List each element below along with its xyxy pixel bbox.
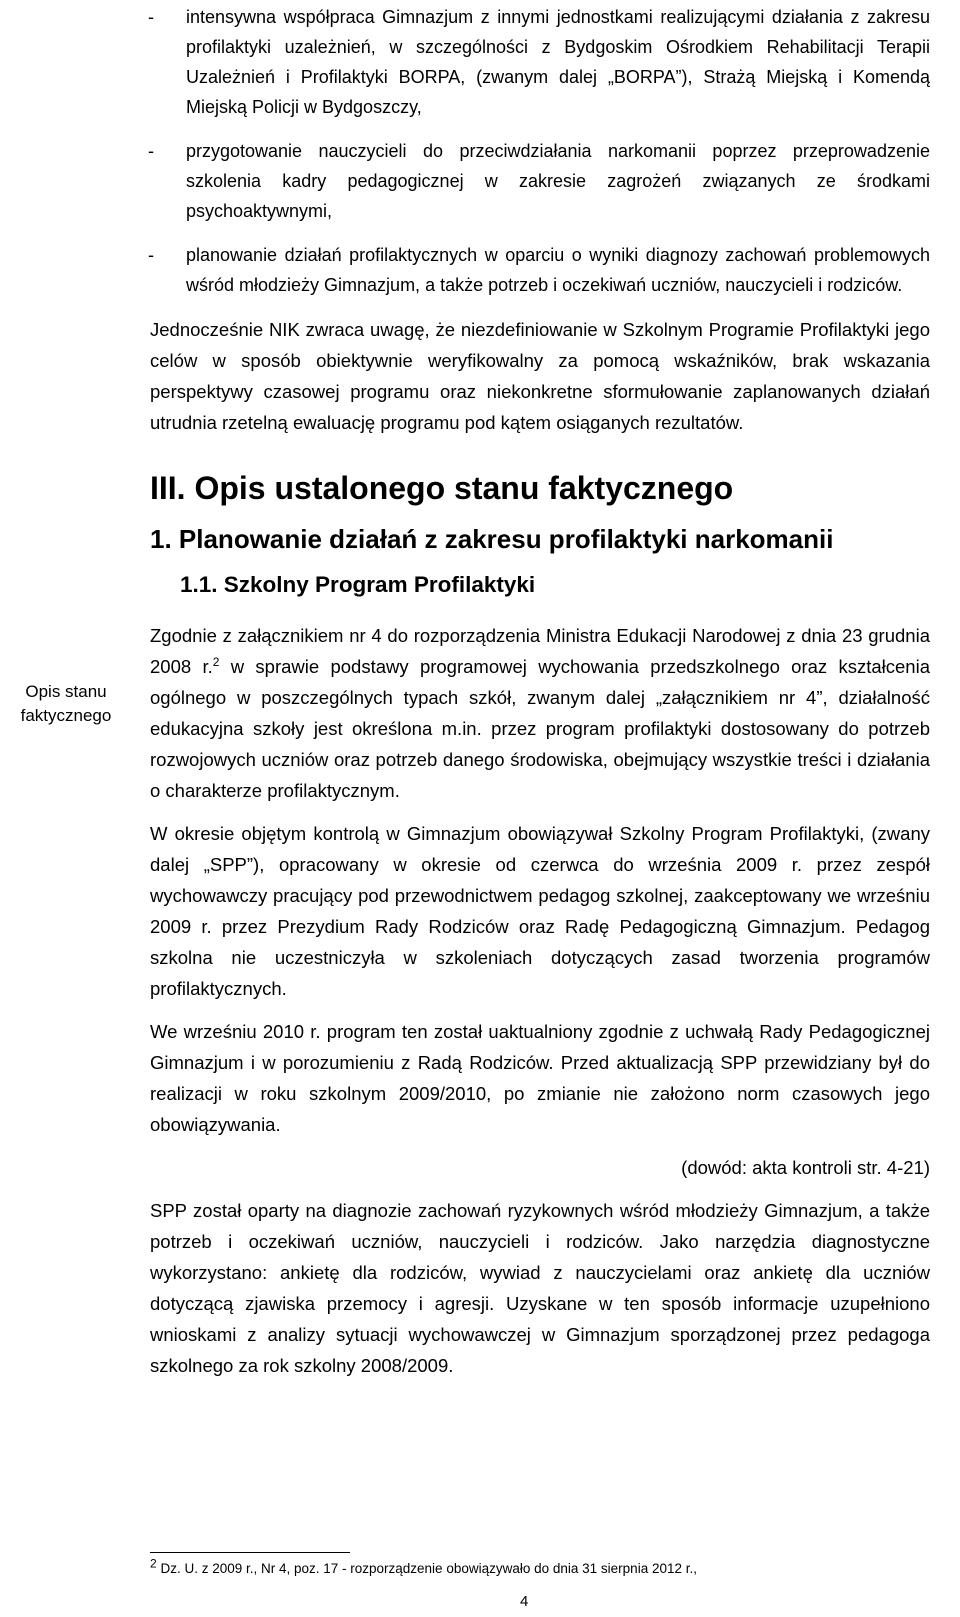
bullet-list — [150, 2, 930, 300]
list-item-text: intensywna współpraca Gimnazjum z innymi jednostkami realizującymi działania z zakresu profilaktyki uzależnień, w szczególności z Bydgoskim Ośrodkiem Rehabilitacji Terapii Uzależnień i Profilaktyki BORPA, (zwanym dalej „BORPA”), Strażą Miejską i Komendą Miejską Policji w Bydgoszczy, — [186, 7, 930, 117]
footnote-text: Dz. U. z 2009 r., Nr 4, poz. 17 - rozporządzenie obowiązywało do dnia 31 sierpnia 2012 r., — [156, 1561, 697, 1576]
page-number: 4 — [520, 1593, 529, 1610]
paragraph: W okresie objętym kontrolą w Gimnazjum obowiązywał Szkolny Program Profilaktyki, (zwany dalej „SPP”), opracowany w okresie od czerwca do września 2009 r. przez zespół wychowawczy pracujący pod przewodnictwem pedagog szkolnej, zaakceptowany we wrześniu 2009 r. przez Prezydium Rady Rodziców oraz Radę Pedagogiczną Gimnazjum. Pedagog szkolna nie uczestniczyła w szkoleniach dotyczących zasad tworzenia programów profilaktycznych. — [150, 823, 930, 999]
paragraph-text: Zgodnie z załącznikiem nr 4 do rozporządzenia Ministra Edukacji Narodowej z dnia 23 grudnia 2008 r. — [150, 625, 930, 677]
bullet-dash: - — [148, 245, 154, 265]
paragraph: SPP został oparty na diagnozie zachowań ryzykownych wśród młodzieży Gimnazjum, a także potrzeb i oczekiwań uczniów, nauczycieli i rodziców. Jako narzędzia diagnostyczne wykorzystano: ankietę dla rodziców, wywiad z nauczycielami oraz ankietę dla uczniów dotyczącą zjawiska przemocy i agresji. Uzyskane w ten sposób informacje uzupełniono wnioskami z analizy sytuacji wychowawczej w Gimnazjum sporządzonej przez pedagoga szkolnego za rok szkolny 2008/2009. — [150, 1200, 930, 1376]
list-item — [150, 240, 930, 300]
main-text — [150, 2, 930, 1393]
margin-note-line-1: Opis stanu — [25, 682, 107, 701]
list-item — [150, 2, 930, 122]
list-item-text: przygotowanie nauczycieli do przeciwdziałania narkomanii poprzez przeprowadzenie szkolenia kadry pedagogicznej w zakresie zagrożeń związanych ze środkami psychoaktywnymi, — [186, 141, 930, 221]
list-item-text: planowanie działań profilaktycznych w oparciu o wyniki diagnozy zachowań problemowych wśród młodzieży Gimnazjum, a także potrzeb i oczekiwań uczniów, nauczycieli i rodziców. — [186, 245, 930, 295]
margin-note-line-2: faktycznego — [20, 706, 112, 725]
intro-paragraph: Jednocześnie NIK zwraca uwagę, że niezdefiniowanie w Szkolnym Programie Profilaktyki jego celów w sposób obiektywnie weryfikowalny za pomocą wskaźników, brak wskazania perspektywy czasowej programu oraz niekonkretne sformułowanie zaplanowanych działań utrudnia rzetelną ewaluację programu pod kątem osiąganych rezultatów. — [150, 319, 930, 433]
section-heading: III. Opis ustalonego stanu faktycznego — [150, 470, 734, 506]
footnote-number: 2 — [150, 1556, 157, 1571]
bullet-dash: - — [148, 7, 154, 27]
list-item — [150, 136, 930, 226]
evidence-reference: (dowód: akta kontroli str. 4-21) — [681, 1157, 930, 1178]
margin-note — [6, 680, 126, 728]
paragraph: We wrześniu 2010 r. program ten został uaktualniony zgodnie z uchwałą Rady Pedagogicznej Gimnazjum i w porozumieniu z Radą Rodziców. Przed aktualizacją SPP przewidziany był do realizacji w roku szkolnym 2009/2010, po zmianie nie założono norm czasowych jego obowiązywania. — [150, 1021, 930, 1135]
footnote — [150, 1556, 930, 1578]
paragraph-text: w sprawie podstawy programowej wychowania przedszkolnego oraz kształcenia ogólnego w poszczególnych typach szkół, zwanym dalej „załącznikiem nr 4”, działalność edukacyjna szkoły jest określona m.in. przez program profilaktyki dostosowany do potrzeb rozwojowych uczniów oraz potrzeb danego środowiska, obejmujący wszystkie treści i działania o charakterze profilaktycznym. — [150, 656, 930, 801]
subsubsection-heading: 1.1. Szkolny Program Profilaktyki — [180, 572, 536, 597]
footnote-reference[interactable]: 2 — [212, 654, 220, 669]
bullet-dash: - — [148, 141, 154, 161]
footnote-separator — [150, 1552, 350, 1553]
paragraph — [150, 620, 930, 806]
subsection-heading: 1. Planowanie działań z zakresu profilaktyki narkomanii — [150, 524, 834, 554]
